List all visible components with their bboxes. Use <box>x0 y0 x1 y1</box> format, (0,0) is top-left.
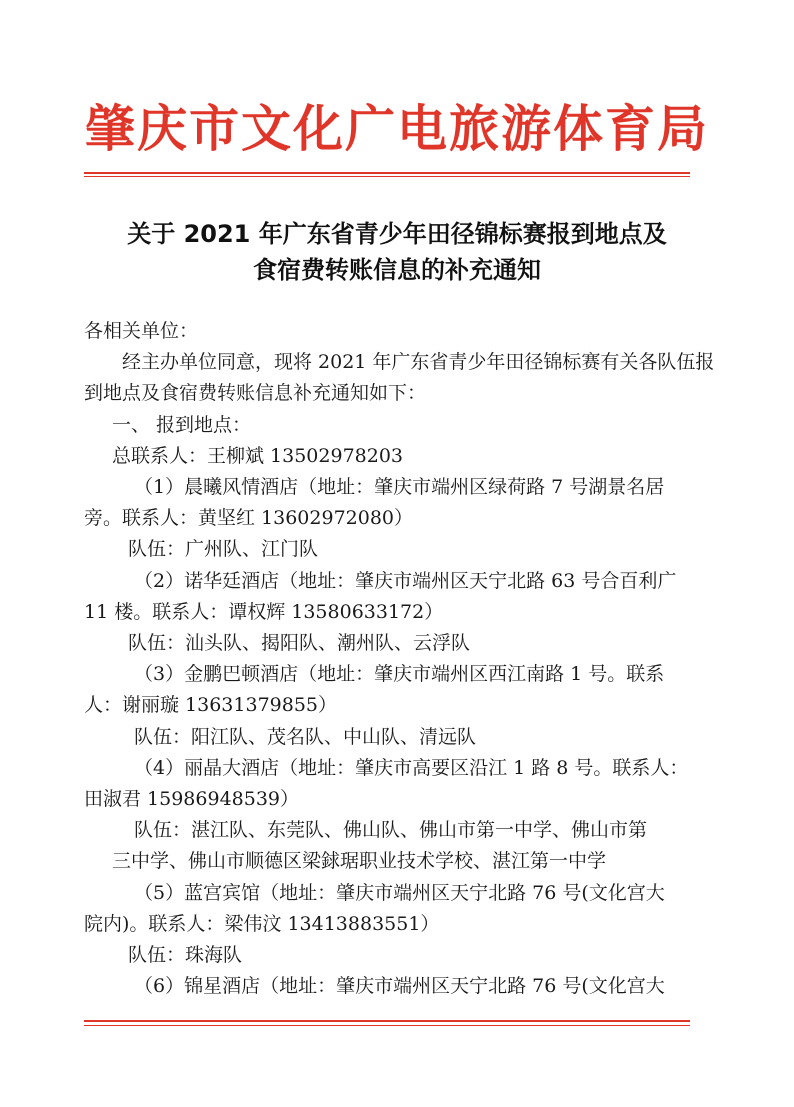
document-body <box>84 316 724 1002</box>
body-line: 三中学、佛山市顺德区梁銶琚职业技术学校、湛江第一中学 <box>112 850 607 873</box>
salutation: 各相关单位： <box>84 320 199 342</box>
body-line: 经主办单位同意，现将 2021 年广东省青少年田径锦标赛有关各队伍报 <box>122 351 715 374</box>
hotel-entry: （1）晨曦风情酒店（地址：肇庆市端州区绿荷路 7 号湖景名居 <box>134 476 665 499</box>
body-line: 田淑君 15986948539） <box>84 788 300 811</box>
section-heading: 一、 报到地点： <box>112 413 252 436</box>
body-line: 院内)。联系人：梁伟汶 13413883551） <box>84 912 440 935</box>
hotel-entry: （6）锦星酒店（地址：肇庆市端州区天宁北路 76 号(文化宫大 <box>134 975 665 998</box>
team-line: 队伍：广州队、江门队 <box>128 538 319 561</box>
document-title <box>0 216 794 288</box>
team-line: 队伍：珠海队 <box>128 944 243 967</box>
body-line: 11 楼。联系人：谭权辉 13580633172） <box>84 600 444 623</box>
header-red-rule-thin <box>84 176 690 177</box>
team-line: 队伍：汕头队、揭阳队、潮州队、云浮队 <box>128 632 471 655</box>
title-line-1: 关于 2021 年广东省青少年田径锦标赛报到地点及 <box>127 220 667 248</box>
body-line: 到地点及食宿费转账信息补充通知如下： <box>84 382 427 405</box>
hotel-entry: （3）金鹏巴顿酒店（地址：肇庆市端州区西江南路 1 号。联系 <box>134 663 665 686</box>
team-line: 队伍：阳江队、茂名队、中山队、清远队 <box>134 725 477 748</box>
title-line-2: 食宿费转账信息的补充通知 <box>253 256 541 284</box>
header-red-rule-thick <box>84 172 690 174</box>
footer-red-rule-thick <box>84 1020 690 1022</box>
hotel-entry: （4）丽晶大酒店（地址：肇庆市高要区沿江 1 路 8 号。联系人： <box>134 756 689 779</box>
hotel-entry: （5）蓝宫宾馆（地址：肇庆市端州区天宁北路 76 号(文化宫大 <box>134 881 665 904</box>
footer-red-rule-thin <box>84 1025 690 1026</box>
hotel-entry: （2）诺华廷酒店（地址：肇庆市端州区天宁北路 63 号合百利广 <box>134 569 677 592</box>
body-line: 人：谢丽璇 13631379855） <box>84 694 338 717</box>
body-line: 旁。联系人：黄坚红 13602972080） <box>84 507 414 530</box>
contact-line: 总联系人：王柳斌 13502978203 <box>112 444 404 467</box>
team-line: 队伍：湛江队、东莞队、佛山队、佛山市第一中学、佛山市第 <box>134 819 648 842</box>
issuing-organization-header: 肇庆市文化广电旅游体育局 <box>85 99 709 158</box>
